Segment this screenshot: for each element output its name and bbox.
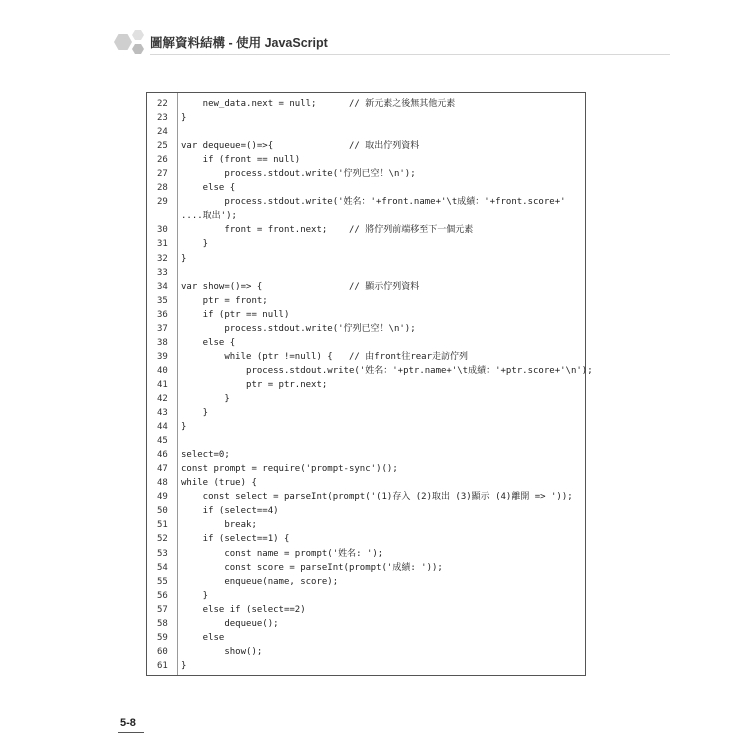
code-line [147,645,585,659]
code-text: while (ptr !=null) { // 由front往rear走訪佇列 [181,351,468,362]
page-number-underline [118,732,144,733]
code-line [147,575,585,589]
code-line [147,490,585,504]
line-number: 31 [157,239,168,250]
code-line [147,336,585,350]
line-number: 45 [157,436,168,447]
code-line [147,406,585,420]
code-line [147,547,585,561]
code-text: process.stdout.write('佇列已空！\n'); [181,323,416,334]
code-line [147,350,585,364]
line-number: 54 [157,562,168,573]
code-line [147,266,585,280]
code-line [147,420,585,434]
line-number: 42 [157,393,168,404]
line-number: 37 [157,323,168,334]
line-number: 58 [157,618,168,629]
line-number: 59 [157,632,168,643]
line-number: 48 [157,478,168,489]
code-text: ptr = front; [181,295,268,306]
line-number: 56 [157,590,168,601]
line-number: 61 [157,660,168,671]
line-number: 51 [157,520,168,531]
code-text: if (select==1) { [181,534,290,545]
code-line [147,181,585,195]
code-text: } [181,253,187,264]
code-text: if (front == null) [181,155,301,166]
code-text: const select = parseInt(prompt('(1)存入 (2)取出 (3)顯示 (4)離開 => ')); [181,492,573,503]
line-number: 36 [157,309,168,320]
code-text: } [181,660,187,671]
code-text: process.stdout.write('姓名：'+front.name+'\t成績：'+front.score+' [181,197,566,208]
code-text: new_data.next = null; // 新元素之後無其他元素 [181,99,456,109]
line-number: 28 [157,183,168,194]
code-line [147,392,585,406]
line-number: 25 [157,141,168,152]
code-line [147,476,585,490]
code-text: ....取出'); [181,211,237,222]
code-line [147,518,585,532]
code-text: } [181,113,187,124]
line-number: 29 [157,197,168,208]
line-number: 22 [157,99,168,109]
code-line [147,364,593,378]
code-line [147,252,585,266]
line-number: 49 [157,492,168,503]
code-line [147,603,585,617]
code-line [147,448,585,462]
code-line [147,153,585,167]
code-text: const score = parseInt(prompt('成績: ')); [181,562,443,573]
code-line [147,322,585,336]
code-text: front = front.next; // 將佇列前端移至下一個元素 [181,225,474,236]
code-line [147,561,585,575]
code-text: const name = prompt('姓名: '); [181,548,384,559]
line-number: 55 [157,576,168,587]
code-text: while (true) { [181,478,257,489]
code-line [147,280,585,294]
line-number: 60 [157,646,168,657]
code-line [147,111,585,125]
code-text: else [181,632,225,643]
code-line [147,378,585,392]
line-number: 34 [157,281,168,292]
code-line [147,631,585,645]
code-line [147,659,585,673]
code-line [147,589,585,603]
code-text: const prompt = require('prompt-sync')(); [181,464,398,475]
code-line [147,209,585,223]
code-lines [147,97,593,673]
page-header [110,30,670,60]
code-text: break; [181,520,257,531]
line-number: 47 [157,464,168,475]
code-text: if (select==4) [181,506,279,517]
line-number: 30 [157,225,168,236]
line-number: 46 [157,450,168,461]
code-line [147,125,585,139]
code-text: } [181,239,209,250]
hexagon-decoration-icon [132,44,144,54]
line-number: 27 [157,169,168,180]
code-text: select=0; [181,450,230,461]
code-line [147,532,585,546]
line-number: 41 [157,379,168,390]
code-line [147,308,585,322]
code-text: var show=()=> { // 顯示佇列資料 [181,281,420,292]
code-text: enqueue(name, score); [181,576,339,587]
code-line [147,504,585,518]
code-text: else { [181,337,236,348]
code-line [147,617,585,631]
book-title: 圖解資料結構 - 使用 JavaScript [150,36,328,50]
code-text: dequeue(); [181,618,279,629]
hexagon-decoration-icon [132,30,144,40]
line-number: 53 [157,548,168,559]
code-line [147,167,585,181]
header-divider [150,54,670,55]
line-number: 52 [157,534,168,545]
code-text: } [181,422,187,433]
code-text: } [181,393,230,404]
code-line [147,462,585,476]
code-text: show(); [181,646,263,657]
code-line [147,294,585,308]
code-line [147,434,585,448]
line-number: 43 [157,408,168,419]
line-number: 23 [157,113,168,124]
code-line [147,237,585,251]
line-number: 50 [157,506,168,517]
code-text: process.stdout.write('姓名：'+ptr.name+'\t成績：'+ptr.score+'\n'); [181,365,593,376]
line-number: 40 [157,365,168,376]
code-line [147,223,585,237]
hexagon-decoration-icon [114,34,132,50]
code-text: var dequeue=()=>{ // 取出佇列資料 [181,141,420,152]
line-number: 26 [157,155,168,166]
line-number: 24 [157,127,168,138]
line-number: 44 [157,422,168,433]
line-number: 35 [157,295,168,306]
page-number: 5-8 [120,717,136,729]
code-text: else { [181,183,236,194]
code-listing [146,92,593,676]
line-number: 39 [157,351,168,362]
code-text: else if (select==2) [181,604,306,615]
code-line [147,139,585,153]
line-number: 33 [157,267,168,278]
code-text: ptr = ptr.next; [181,379,328,390]
code-text: } [181,408,209,419]
line-number: 57 [157,604,168,615]
line-number: 38 [157,337,168,348]
code-line [147,195,585,209]
code-text: } [181,590,209,601]
code-line [147,97,585,111]
code-text: process.stdout.write('佇列已空！\n'); [181,169,416,180]
code-text: if (ptr == null) [181,309,290,320]
line-number: 32 [157,253,168,264]
